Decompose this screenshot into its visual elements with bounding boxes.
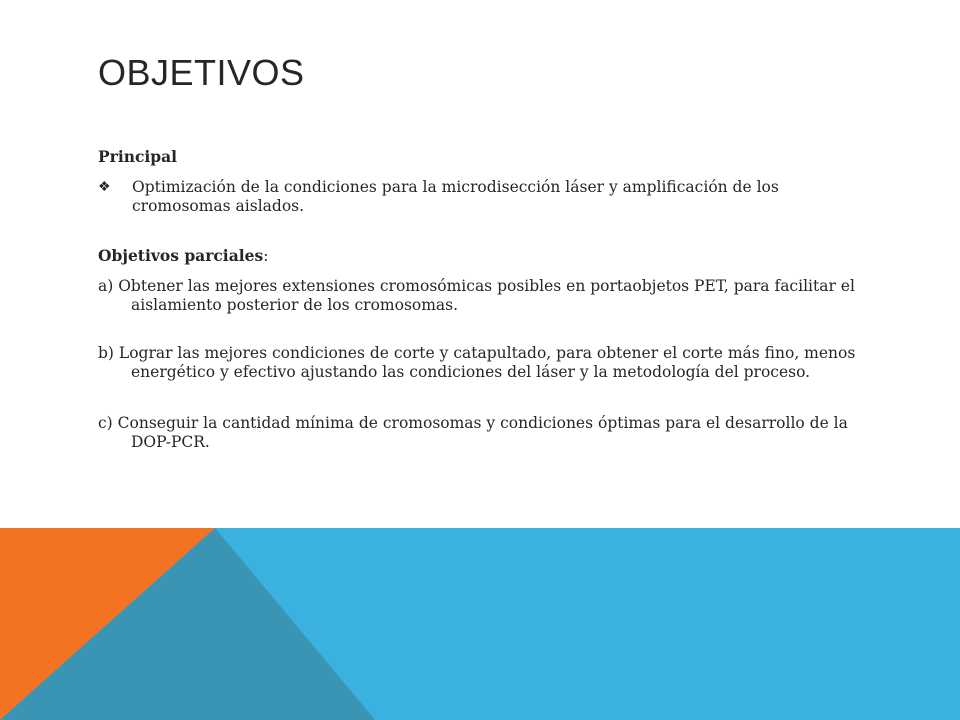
principal-bullet <box>98 178 878 216</box>
principal-heading: Principal <box>98 147 178 166</box>
partial-objectives-heading <box>98 246 878 266</box>
partial-objective-c: c) Conseguir la cantidad mínima de cromosomas y condiciones óptimas para el desarrollo de la DOP-PCR. <box>98 414 848 451</box>
partial-objective-b: b) Lograr las mejores condiciones de corte y catapultado, para obtener el corte más fino, menos energético y efectivo ajustando las condiciones del láser y la metodología del proceso. <box>98 344 856 381</box>
partial-objective-a: a) Obtener las mejores extensiones cromosómicas posibles en portaobjetos PET, para facilitar el aislamiento posterior de los cromosomas. <box>98 277 855 314</box>
principal-objective-text: Optimización de la condiciones para la microdisección láser y amplificación de los cromosomas aislados. <box>132 178 779 215</box>
diamond-bullet-icon: ❖ <box>98 179 111 195</box>
slide-title: OBJETIVOS <box>98 52 305 93</box>
partial-objectives-heading-text: Objetivos parciales <box>98 246 264 265</box>
slide-content <box>98 147 878 452</box>
decorative-band <box>0 528 960 720</box>
partial-objectives-colon: : <box>263 247 269 265</box>
